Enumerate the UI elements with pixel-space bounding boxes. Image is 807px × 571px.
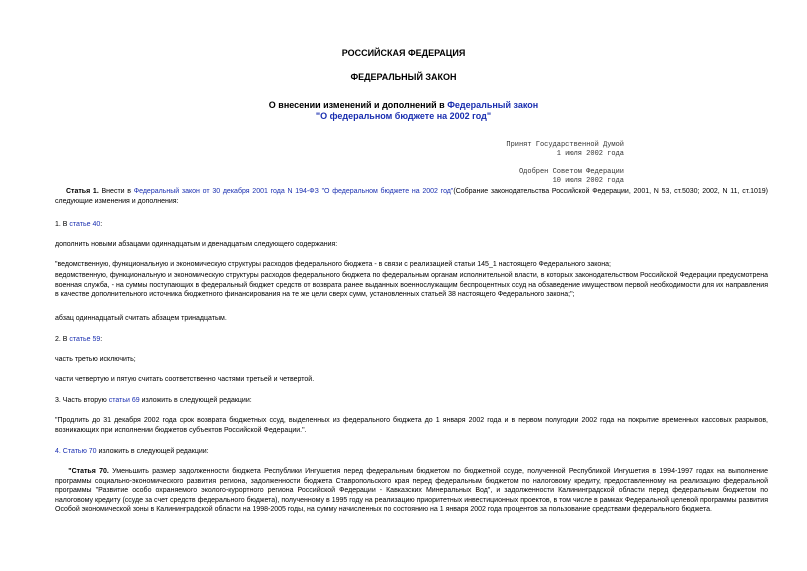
item-1-quote1: "ведомственную, функциональную и экономическую структуры расходов федерального бюджета - в связи с реализацией статьи 145_1 настоящего Федерального закона;	[55, 261, 611, 268]
adopted-by: Принят Государственной Думой	[506, 141, 624, 149]
article-70-label: "Статья 70.	[68, 468, 109, 475]
article-40-link[interactable]: статье 40	[69, 221, 101, 228]
federal-law-link[interactable]: Федеральный закон от 30 декабря 2001 года N 194-ФЗ "О федеральном бюджете на 2002 год"	[133, 188, 454, 195]
item-3-heading	[55, 396, 768, 406]
item-1-heading	[55, 220, 768, 230]
item-3-lead: 3. Часть вторую	[55, 397, 107, 404]
item-3-tail: изложить в следующей редакции:	[141, 397, 252, 404]
approved-by: Одобрен Советом Федерации	[518, 168, 624, 176]
article-1-text-a: Внести в	[101, 188, 132, 195]
item-4-tail: изложить в следующей редакции:	[98, 448, 209, 455]
item-1-text1: дополнить новыми абзацами одиннадцатым и двенадцатым следующего содержания:	[55, 241, 338, 248]
item-2-text1: часть третью исключить;	[55, 356, 136, 363]
article-70-link[interactable]: Статью 70	[62, 448, 97, 455]
item-4-lead: 4.	[55, 448, 61, 455]
title-prefix: О внесении изменений и дополнений в	[268, 100, 445, 110]
item-1-text2: абзац одиннадцатый считать абзацем тринадцатым.	[55, 315, 227, 322]
item-2-text2: части четвертую и пятую считать соответственно частями третьей и четвертой.	[55, 376, 315, 383]
item-3-quote: "Продлить до 31 декабря 2002 года срок возврата бюджетных ссуд, выделенных из федерального бюджета до 1 января 2002 года и в первом полугодии 2002 года на покрытие временных кассовых разрывов, возникающих при исполнении бюджетов субъектов Российской Федерации.".	[55, 417, 768, 434]
item-4-quote	[55, 467, 768, 515]
item-4-heading	[55, 447, 768, 457]
article-70-text: Уменьшить размер задолженности бюджета Республики Ингушетия перед федеральным бюджетом по бюджетной ссуде, полученной Республикой Ингушетия в 1994-1997 годах на выполнение программы социально-экономического развития региона, задолженности бюджета Ставропольского края перед федеральным бюджетом по налоговому кредиту, предоставленному на реализацию федеральной программы "Развитие особо охраняемого эколого-курортного региона Российской Федерации - Кавказских Минеральных Вод", и задолженности Калининградской области перед федеральным бюджетом по налоговому кредиту (ссуде за счет средств федерального бюджета), полученному в 1995 году на реализацию приоритетных инвестиционных проектов, в том числе в рамках Федеральной целевой программы развития Особой экономической зоны в Калининградской области на 1998-2005 годы, на сумму начисленных по состоянию на 1 января 2002 года процентов за пользование средствами федерального бюджета.	[55, 468, 768, 513]
title-law-link[interactable]: Федеральный закон	[447, 100, 539, 110]
adoption-block	[506, 141, 624, 186]
article-1-label: Статья 1.	[65, 188, 99, 195]
item-2-num: 2. В	[55, 336, 68, 343]
item-2-tail: :	[100, 336, 103, 343]
doc-type-heading: ФЕДЕРАЛЬНЫЙ ЗАКОН	[350, 72, 457, 82]
article-1-text-b: (Собрание законодательства Российской Федерации, 2001, N 53, ст.5030; 2002, N 11, ст.1019) следующие изменения и дополнения:	[55, 188, 768, 205]
item-1-num: 1. В	[55, 221, 68, 228]
item-2-heading	[55, 335, 768, 345]
adopted-date: 1 июля 2002 года	[556, 150, 624, 158]
item-1-tail: :	[100, 221, 103, 228]
title-budget-link[interactable]: "О федеральном бюджете на 2002 год"	[315, 111, 492, 121]
country-heading: РОССИЙСКАЯ ФЕДЕРАЦИЯ	[341, 48, 466, 58]
article-1-intro	[55, 187, 768, 206]
article-59-link[interactable]: статье 59	[69, 336, 101, 343]
law-title	[0, 100, 807, 110]
article-69-link[interactable]: статьи 69	[108, 397, 140, 404]
approved-date: 10 июля 2002 года	[552, 177, 624, 185]
item-1-quote2: ведомственную, функциональную и экономическую структуры расходов федерального бюджета по федеральным органам исполнительной власти, в которых законодательством Российской Федерации предусмотрена военная служба, - на суммы поступающих в федеральный бюджет средств от возврата ранее выданных военнослужащим беспроцентных ссуд на обзаведение имуществом первой необходимости для их направления в качестве дополнительного источника бюджетного финансирования на те же цели сверх сумм, установленных статьей 38 настоящего Федерального закона;";	[55, 272, 768, 298]
